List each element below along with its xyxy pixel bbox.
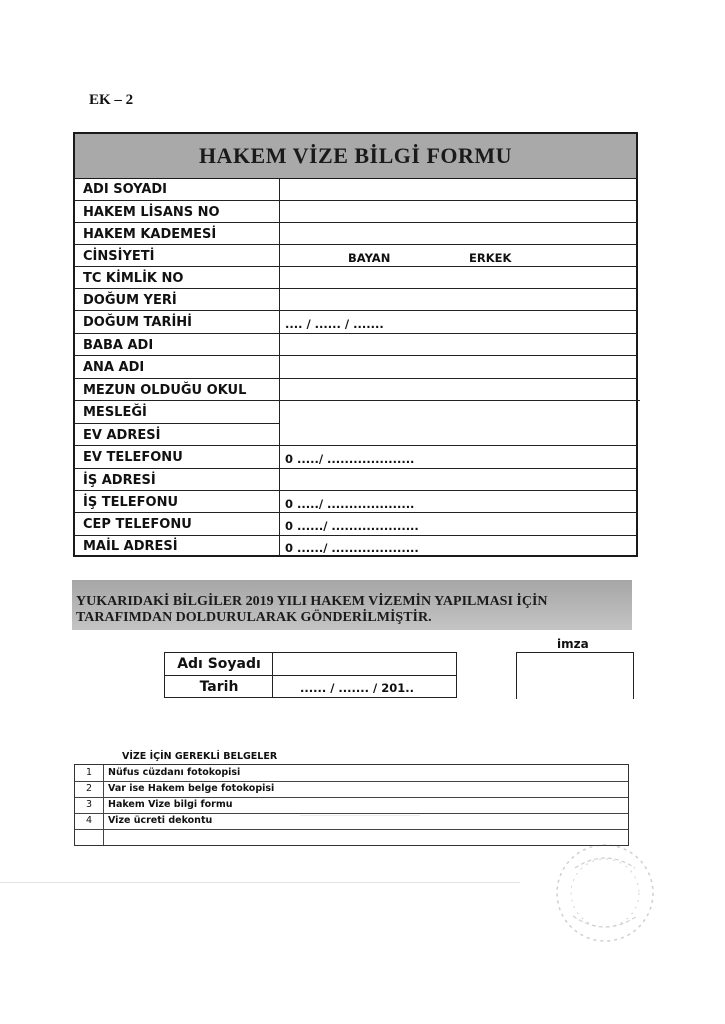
item-text: Hakem Vize bilgi formu [108,799,233,810]
item-text: Var ise Hakem belge fotokopisi [108,783,275,794]
gender-option-male[interactable]: ERKEK [469,251,512,265]
signer-date-value[interactable]: ...... / ....... / 201.. [300,681,414,695]
field-label: BABA ADI [83,338,154,353]
field-label: HAKEM KADEMESİ [83,227,217,242]
item-text: Nüfus cüzdanı fotokopisi [108,767,241,778]
field-label: ADI SOYADI [83,182,168,197]
field-label: TC KİMLİK NO [83,271,184,286]
annex-label: EK – 2 [89,92,134,108]
field-row-home-address[interactable] [75,423,280,446]
declaration-line-1: YUKARIDAKİ BİLGİLER 2019 YILI HAKEM VİZEMİN YAPILMASI İÇİN [76,594,548,609]
field-row-level[interactable] [75,222,636,245]
work-phone-value[interactable]: 0 ...../ .................... [285,497,415,511]
item-number: 3 [85,799,93,810]
field-label: DOĞUM YERİ [83,293,177,308]
signer-name-label: Adı Soyadı [177,656,261,672]
birthdate-value[interactable]: .... / ...... / ....... [285,317,384,331]
field-label: MESLEĞİ [83,405,147,420]
field-label: EV TELEFONU [83,450,183,465]
field-row-name[interactable] [75,178,636,200]
requirements-title: VİZE İÇİN GEREKLİ BELGELER [122,751,278,762]
field-row-license[interactable] [75,200,636,223]
field-row-mother[interactable] [75,355,636,379]
field-label: İŞ TELEFONU [83,495,179,510]
signer-divider-h [165,675,456,676]
field-label: DOĞUM TARİHİ [83,315,193,330]
gender-option-female[interactable]: BAYAN [348,251,391,265]
home-phone-value[interactable]: 0 ...../ .................... [285,452,415,466]
field-row-mobile[interactable] [75,512,636,536]
field-row-home-phone[interactable] [75,445,636,469]
field-row-birthdate[interactable] [75,310,636,334]
field-label: MEZUN OLDUĞU OKUL [83,383,247,398]
field-label: İŞ ADRESİ [83,473,156,488]
list-item [75,797,628,814]
field-row-school[interactable] [75,378,636,401]
field-label: CEP TELEFONU [83,517,192,532]
field-row-work-phone[interactable] [75,490,636,513]
field-label: MAİL ADRESİ [83,539,178,554]
scan-artifact-line [300,815,420,816]
signer-table [164,652,457,698]
form-title: HAKEM VİZE BİLGİ FORMU [75,134,636,179]
signer-name-input[interactable] [273,653,456,675]
item-number: 2 [85,783,93,794]
field-row-job[interactable] [75,400,280,424]
item-number: 4 [85,815,93,826]
field-row-tc-id[interactable] [75,266,636,289]
mobile-value[interactable]: 0 ....../ .................... [285,519,419,533]
field-label: ANA ADI [83,360,145,375]
job-address-value[interactable] [280,400,640,446]
declaration-banner [72,580,632,630]
field-row-work-address[interactable] [75,468,636,491]
signature-label: imza [557,637,589,651]
field-row-father[interactable] [75,333,636,356]
scan-artifact-line [0,882,520,883]
field-label: EV ADRESİ [83,428,161,443]
signer-date-label: Tarih [199,679,239,695]
faded-stamp-icon [535,838,665,948]
field-label: CİNSİYETİ [83,249,155,264]
item-text: Vize ücreti dekontu [108,815,213,826]
signature-box[interactable] [516,652,634,699]
list-item [75,781,628,798]
info-form [73,132,638,557]
item-number: 1 [85,767,93,778]
list-item [75,765,628,782]
requirements-table [74,764,629,846]
declaration-line-2: TARAFIMDAN DOLDURULARAK GÖNDERİLMİŞTİR. [76,610,432,625]
email-value[interactable]: 0 ....../ .................... [285,541,419,555]
field-label: HAKEM LİSANS NO [83,205,220,220]
field-row-birthplace[interactable] [75,288,636,311]
field-row-gender[interactable] [75,244,636,267]
field-row-email[interactable] [75,535,636,556]
